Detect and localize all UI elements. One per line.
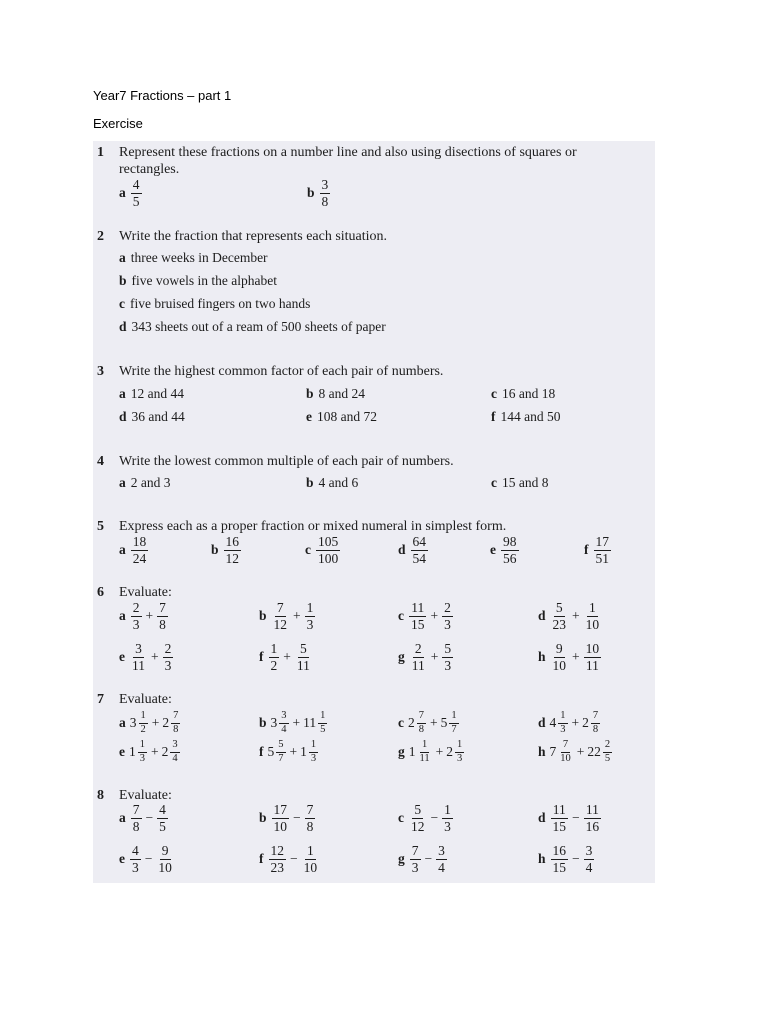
q8-item-d: d 11 15 − $\frac{11}{16}$ (538, 802, 600, 834)
q5-item-b: b 16 12 (211, 534, 240, 566)
q4-item-b: b 4 and 6 (306, 475, 359, 490)
q6-item-b: b 7 12 + $\frac{1}{3}$ (259, 600, 314, 632)
q2-item-a: a three weeks in December (119, 250, 268, 265)
question-text: Express each as a proper fraction or mixed numeral in simplest form. (119, 519, 507, 534)
q6-item-f: f 1 2 + $\frac{5}{11}$ (259, 641, 310, 673)
q7-item-d: d 4 1 3 + 2 7 8 (538, 710, 599, 735)
q7-item-a: a 3 1 2 + 2 7 8 (119, 710, 179, 735)
question-number: 7 (97, 692, 104, 707)
q1-item-a (119, 178, 143, 208)
q8-item-a: a 7 8 − $\frac{4}{5}$ (119, 802, 166, 834)
fraction: 98 56 (503, 534, 517, 566)
q3-item-f: f 144 and 50 (491, 409, 561, 424)
q6-item-g: g 2 11 + $\frac{5}{3}$ (398, 641, 452, 673)
question-number: 4 (97, 454, 104, 469)
q5-item-f: f 17 51 (584, 534, 609, 566)
q7-item-g: g 1 1 11 + 2 1 3 (398, 739, 463, 764)
question-text: Write the highest common factor of each pair of numbers. (119, 364, 444, 379)
fraction: 18 24 (132, 534, 147, 566)
question-number: 6 (97, 585, 104, 600)
q8-item-b: b 17 10 − $\frac{7}{8}$ (259, 802, 314, 834)
q8-item-h: h 16 15 − $\frac{3}{4}$ (538, 843, 593, 875)
question-text: Write the lowest common multiple of each pair of numbers. (119, 454, 454, 469)
q6-item-h: h 9 10 + $\frac{10}{11}$ (538, 641, 600, 673)
q7-item-f: f 5 5 7 + 1 1 3 (259, 739, 317, 764)
fraction: 4 5 (132, 177, 140, 209)
fraction: 3 8 (321, 177, 329, 209)
q3-item-c: c 16 and 18 (491, 386, 556, 401)
question-number: 5 (97, 519, 104, 534)
q3-item-a: a 12 and 44 (119, 386, 184, 401)
question-text: Evaluate: (119, 585, 172, 600)
q6-item-e: e 3 11 + $\frac{2}{3}$ (119, 641, 172, 673)
question-text: Evaluate: (119, 692, 172, 707)
question-text: Write the fraction that represents each situation. (119, 229, 388, 244)
q8-item-f: f 12 23 − $\frac{1}{10}$ (259, 843, 318, 875)
q1-item-b (307, 178, 331, 208)
q3-item-e: e 108 and 72 (306, 409, 377, 424)
q6-item-a: a 2 3 + $\frac{7}{8}$ (119, 600, 166, 632)
q7-item-c: c 2 7 8 + 5 1 7 (398, 710, 457, 735)
q8-item-e: e 4 3 − $\frac{9}{10}$ (119, 843, 172, 875)
q2-item-d: d 343 sheets out of a ream of 500 sheets of paper (119, 319, 386, 334)
exercise-sheet (93, 141, 655, 883)
question-text: Represent these fractions on a number line and also using disections of squares or rectangles. (119, 145, 577, 177)
item-letter: a (119, 185, 126, 200)
q4-item-a: a 2 and 3 (119, 475, 171, 490)
question-number: 1 (97, 145, 104, 160)
question-number: 3 (97, 364, 104, 379)
q5-item-e: e 98 56 (490, 534, 517, 566)
question-number: 2 (97, 229, 104, 244)
q5-item-c: c 105 100 (305, 534, 339, 566)
document-subtitle: Exercise (93, 116, 143, 131)
q6-item-d: d 5 23 + $\frac{1}{10}$ (538, 600, 600, 632)
question-text: Evaluate: (119, 788, 172, 803)
q3-item-b: b 8 and 24 (306, 386, 366, 401)
q3-item-d: d 36 and 44 (119, 409, 185, 424)
q5-item-a: a 18 24 (119, 534, 147, 566)
item-letter: b (307, 185, 315, 200)
q7-item-e: e 1 1 3 + 2 3 4 (119, 739, 178, 764)
fraction: 105 100 (318, 534, 339, 566)
q7-item-h: h 7 7 10 + 22 2 5 (538, 739, 611, 764)
q7-item-b: b 3 3 4 + 11 1 5 (259, 710, 326, 735)
question-number: 8 (97, 788, 104, 803)
fraction: 17 51 (595, 534, 609, 566)
q5-item-d: d 64 54 (398, 534, 427, 566)
q2-item-b: b five vowels in the alphabet (119, 273, 277, 288)
fraction: 16 12 (225, 534, 240, 566)
fraction: 64 54 (412, 534, 427, 566)
q8-item-c: c 5 12 − $\frac{1}{3}$ (398, 802, 451, 834)
q4-item-c: c 15 and 8 (491, 475, 549, 490)
q8-item-g: g 7 3 − $\frac{3}{4}$ (398, 843, 445, 875)
document-title: Year7 Fractions – part 1 (93, 88, 232, 103)
q6-item-c: c 11 15 + $\frac{2}{3}$ (398, 600, 451, 632)
q2-item-c: c five bruised fingers on two hands (119, 296, 311, 311)
